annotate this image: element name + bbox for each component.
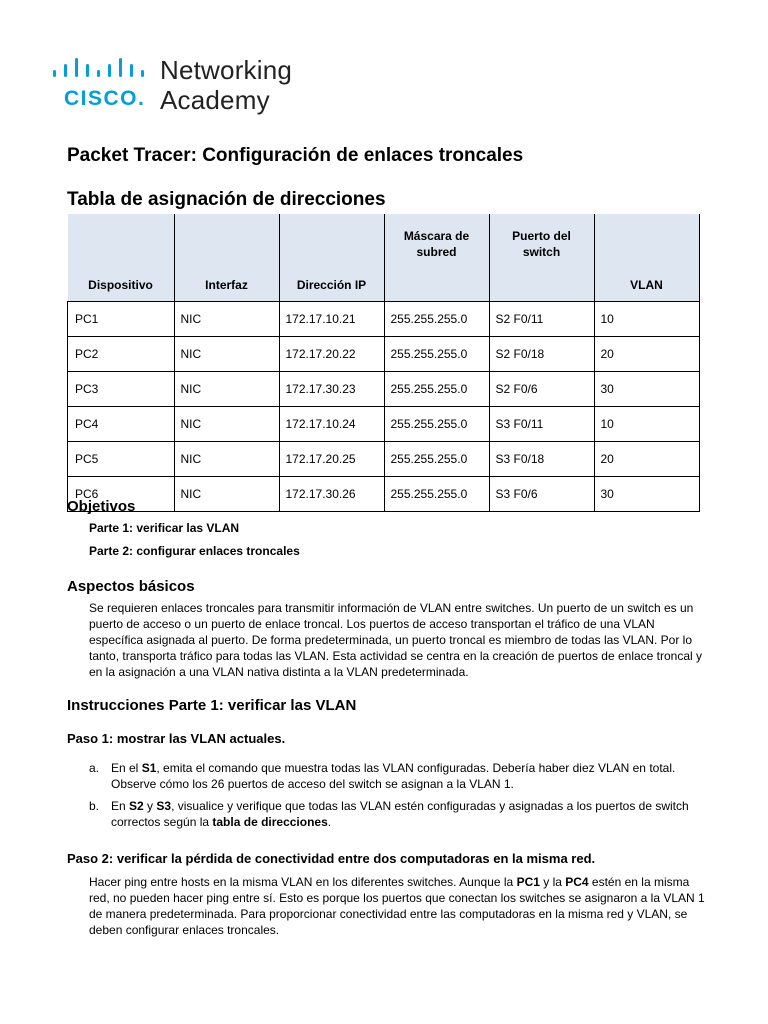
- table-cell: S2 F0/11: [489, 302, 594, 337]
- table-row: [68, 337, 700, 372]
- table-cell: 255.255.255.0: [384, 372, 489, 407]
- table-row: [68, 302, 700, 337]
- header-direccion-ip: Dirección IP: [279, 214, 384, 302]
- cisco-networking-academy-logo: [52, 55, 312, 118]
- table-cell: PC6: [68, 477, 175, 512]
- objetivo-parte2: Parte 2: configurar enlaces troncales: [89, 544, 300, 558]
- table-cell: NIC: [174, 407, 279, 442]
- cisco-wordmark: CISCO.: [64, 87, 146, 110]
- list-marker: b.: [89, 799, 100, 813]
- table-cell: PC4: [68, 407, 175, 442]
- table-cell: 255.255.255.0: [384, 337, 489, 372]
- table-cell: S3 F0/11: [489, 407, 594, 442]
- table-cell: 172.17.20.22: [279, 337, 384, 372]
- table-cell: 172.17.20.25: [279, 442, 384, 477]
- list-item-text: En S2 y S3, visualice y verifique que todas las VLAN estén configuradas y asignadas a los puertos de switch correctos según la tabla de direcciones.: [111, 799, 689, 829]
- address-table: [67, 214, 700, 512]
- header-mascara: Máscara de subred: [384, 214, 489, 302]
- table-cell: 20: [594, 337, 699, 372]
- table-cell: 20: [594, 442, 699, 477]
- logo-academy-text: Academy: [160, 85, 270, 115]
- table-cell: 30: [594, 372, 699, 407]
- table-cell: 255.255.255.0: [384, 407, 489, 442]
- table-cell: PC1: [68, 302, 175, 337]
- table-cell: 10: [594, 407, 699, 442]
- paso2-paragraph: Hacer ping entre hosts en la misma VLAN en los diferentes switches. Aunque la PC1 y la PC4 estén en la misma red, no pueden hacer ping entre sí. Esto es porque los puertos que conectan los switches se asignaron a la VLAN 1 de manera predeterminada. Para proporcionar conectividad entre las computadoras en la misma red y VLAN, se deben configurar enlaces troncales.: [89, 875, 705, 937]
- header-interfaz: Interfaz: [174, 214, 279, 302]
- table-heading: Tabla de asignación de direcciones: [67, 189, 386, 210]
- table-cell: NIC: [174, 302, 279, 337]
- logo-networking-text: Networking: [160, 55, 293, 85]
- aspectos-heading: Aspectos básicos: [67, 578, 195, 595]
- table-cell: 255.255.255.0: [384, 477, 489, 512]
- header-puerto-switch: Puerto del switch: [489, 214, 594, 302]
- table-cell: S2 F0/6: [489, 372, 594, 407]
- paso1-heading: Paso 1: mostrar las VLAN actuales.: [67, 731, 286, 746]
- page-title: Packet Tracer: Configuración de enlaces troncales: [67, 145, 524, 166]
- objetivo-parte1: Parte 1: verificar las VLAN: [89, 521, 240, 535]
- paso2-heading: Paso 2: verificar la pérdida de conectividad entre dos computadoras en la misma red.: [67, 851, 596, 866]
- header-dispositivo: Dispositivo: [68, 214, 175, 302]
- table-row: [68, 442, 700, 477]
- table-row: [68, 372, 700, 407]
- table-cell: 172.17.30.23: [279, 372, 384, 407]
- table-cell: 255.255.255.0: [384, 302, 489, 337]
- table-cell: NIC: [174, 337, 279, 372]
- table-cell: 172.17.30.26: [279, 477, 384, 512]
- table-cell: NIC: [174, 477, 279, 512]
- table-cell: 172.17.10.21: [279, 302, 384, 337]
- instrucciones-heading: Instrucciones Parte 1: verificar las VLAN: [67, 697, 357, 714]
- table-cell: S3 F0/18: [489, 442, 594, 477]
- aspectos-paragraph: Se requieren enlaces troncales para transmitir información de VLAN entre switches. Un puerto de un switch es un puerto de acceso o un puerto de enlace troncal. Los puertos de acceso transportan el tráfico de una VLAN específica asignada al puerto. De forma predeterminada, un puerto troncal es miembro de todas las VLAN. Por lo tanto, transporta tráfico para todas las VLAN. Esta actividad se centra en la creación de puertos de enlace troncal y en la asignación a una VLAN nativa distinta a la VLAN predeterminada.: [89, 601, 703, 679]
- header-vlan: VLAN: [594, 214, 699, 302]
- table-row: [68, 477, 700, 512]
- table-cell: S2 F0/18: [489, 337, 594, 372]
- table-cell: PC2: [68, 337, 175, 372]
- table-cell: 172.17.10.24: [279, 407, 384, 442]
- cisco-bars-icon: [52, 58, 152, 82]
- table-cell: 30: [594, 477, 699, 512]
- list-item-text: En el S1, emita el comando que muestra todas las VLAN configuradas. Debería haber diez VLAN en total. Observe cómo los 26 puertos de acceso del switch se asignan a la VLAN 1.: [111, 761, 676, 791]
- table-header-row: [68, 214, 700, 302]
- list-marker: a.: [89, 761, 100, 775]
- table-cell: NIC: [174, 372, 279, 407]
- table-cell: 10: [594, 302, 699, 337]
- table-cell: PC3: [68, 372, 175, 407]
- table-cell: S3 F0/6: [489, 477, 594, 512]
- table-row: [68, 407, 700, 442]
- table-cell: 255.255.255.0: [384, 442, 489, 477]
- table-cell: NIC: [174, 442, 279, 477]
- objetivos-heading: Objetivos: [67, 498, 136, 515]
- table-cell: PC5: [68, 442, 175, 477]
